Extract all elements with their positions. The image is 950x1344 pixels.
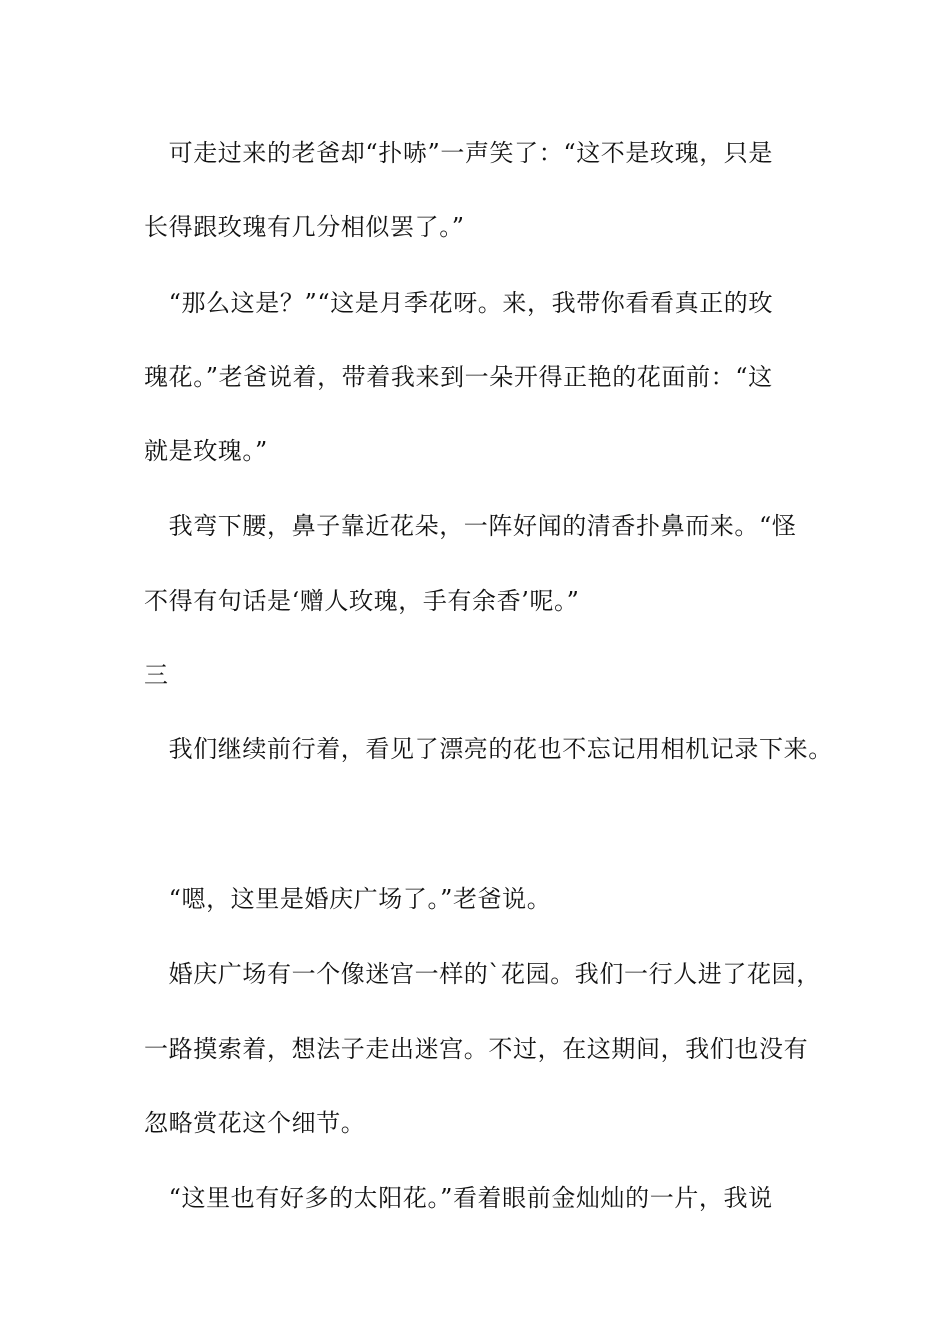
section-heading: 三 [144, 661, 169, 689]
text-line: 我弯下腰，鼻子靠近花朵，一阵好闻的清香扑鼻而来。“怪 [144, 512, 797, 540]
text-line: 忽略赏花这个细节。 [144, 1109, 366, 1137]
text-line: 不得有句话是‘赠人玫瑰，手有余香’呢。” [144, 587, 580, 615]
text-line: 一路摸索着，想法子走出迷宫。不过，在这期间，我们也没有 [144, 1035, 809, 1063]
text-line: “这里也有好多的太阳花。”看着眼前金灿灿的一片，我说 [144, 1184, 773, 1212]
text-line: 瑰花。”老爸说着，带着我来到一朵开得正艳的花面前：“这 [144, 363, 773, 391]
text-line: 我们继续前行着，看见了漂亮的花也不忘记用相机记录下来。 [144, 735, 833, 763]
text-line: “嗯，这里是婚庆广场了。”老爸说。 [144, 885, 552, 913]
text-line: 可走过来的老爸却“扑哧”一声笑了：“这不是玫瑰，只是 [144, 139, 774, 167]
text-line: 长得跟玫瑰有几分相似罢了。” [144, 213, 465, 241]
text-line: “那么这是？”“这是月季花呀。来，我带你看看真正的玫 [144, 289, 774, 317]
text-line: 婚庆广场有一个像迷宫一样的`花园。我们一行人进了花园， [144, 960, 821, 988]
text-line: 就是玫瑰。” [144, 437, 268, 465]
